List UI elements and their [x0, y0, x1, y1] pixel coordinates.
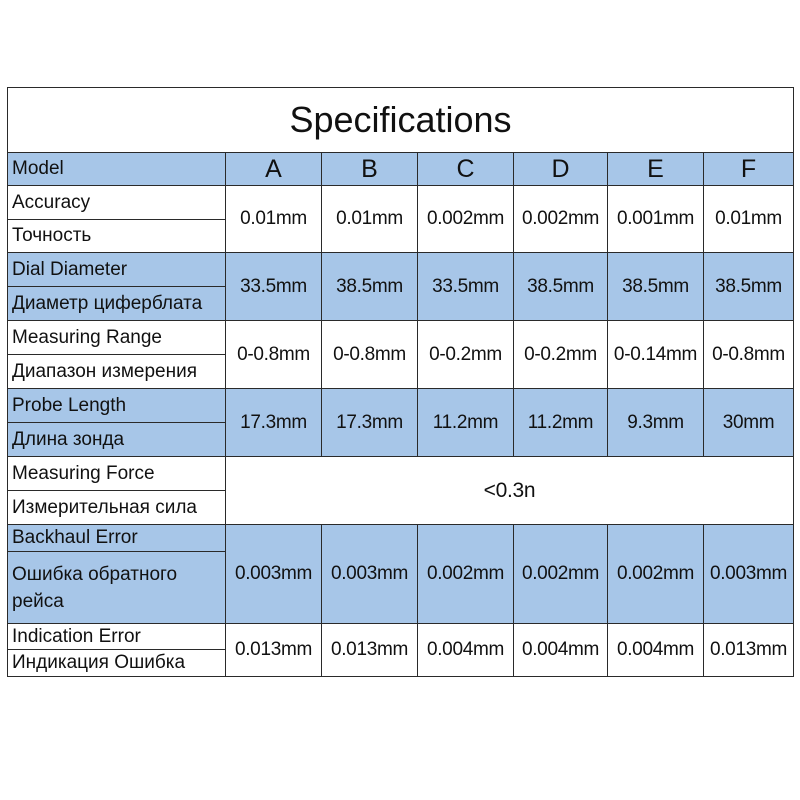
table-cell: 0.004mm — [608, 624, 704, 677]
row-label-en: Indication Error — [8, 624, 226, 650]
model-c-header: C — [418, 153, 514, 186]
table-cell: 0.01mm — [322, 186, 418, 253]
table-title: Specifications — [8, 88, 794, 153]
table-cell: 11.2mm — [514, 389, 608, 457]
table-cell: 38.5mm — [514, 253, 608, 321]
header-row — [8, 153, 794, 186]
specifications-table — [7, 87, 794, 677]
table-cell: 0.004mm — [514, 624, 608, 677]
row-label-en: Probe Length — [8, 389, 226, 423]
merged-value-cell: <0.3n — [226, 457, 794, 525]
table-cell: 9.3mm — [608, 389, 704, 457]
table-cell: 0.01mm — [704, 186, 794, 253]
table-cell: 0.013mm — [322, 624, 418, 677]
table-cell: 0.002mm — [514, 525, 608, 624]
table-cell: 33.5mm — [226, 253, 322, 321]
table-cell: 0-0.14mm — [608, 321, 704, 389]
table-cell: 0.01mm — [226, 186, 322, 253]
row-label-en: Accuracy — [8, 186, 226, 220]
row-label-ru: Диапазон измерения — [8, 355, 226, 389]
table-cell: 0.002mm — [608, 525, 704, 624]
table-cell: 0.002mm — [418, 186, 514, 253]
table-cell: 0.003mm — [704, 525, 794, 624]
table-row-measuring-force — [8, 457, 794, 491]
table-cell: 17.3mm — [322, 389, 418, 457]
table-cell: 0-0.8mm — [704, 321, 794, 389]
table-cell: 0.002mm — [418, 525, 514, 624]
model-f-header: F — [704, 153, 794, 186]
table-cell: 0.003mm — [322, 525, 418, 624]
table-cell: 0-0.2mm — [418, 321, 514, 389]
table-row-probe-length — [8, 389, 794, 423]
row-label-ru: Длина зонда — [8, 423, 226, 457]
table-row-indication-error — [8, 624, 794, 650]
row-label-ru: Индикация Ошибка — [8, 650, 226, 677]
table-cell: 30mm — [704, 389, 794, 457]
table-row-dial-diameter — [8, 253, 794, 287]
model-e-header: E — [608, 153, 704, 186]
table-row-accuracy — [8, 186, 794, 220]
table-cell: 11.2mm — [418, 389, 514, 457]
model-b-header: B — [322, 153, 418, 186]
row-label-en: Measuring Force — [8, 457, 226, 491]
table-cell: 0.004mm — [418, 624, 514, 677]
table-cell: 0-0.8mm — [322, 321, 418, 389]
table-row-backhaul-error — [8, 525, 794, 552]
row-label-en: Backhaul Error — [8, 525, 226, 552]
table-cell: 38.5mm — [608, 253, 704, 321]
row-label-ru: Ошибка обратного рейса — [8, 552, 226, 624]
model-header: Model — [8, 153, 226, 186]
table-cell: 38.5mm — [322, 253, 418, 321]
table-cell: 0.001mm — [608, 186, 704, 253]
row-label-en: Dial Diameter — [8, 253, 226, 287]
table-cell: 38.5mm — [704, 253, 794, 321]
table-cell: 0.013mm — [704, 624, 794, 677]
table-row-measuring-range — [8, 321, 794, 355]
row-label-ru: Диаметр циферблата — [8, 287, 226, 321]
row-label-ru: Измерительная сила — [8, 491, 226, 525]
table-cell: 33.5mm — [418, 253, 514, 321]
table-cell: 0-0.8mm — [226, 321, 322, 389]
table-cell: 17.3mm — [226, 389, 322, 457]
table-cell: 0.003mm — [226, 525, 322, 624]
model-d-header: D — [514, 153, 608, 186]
row-label-en: Measuring Range — [8, 321, 226, 355]
table-cell: 0.013mm — [226, 624, 322, 677]
model-a-header: A — [226, 153, 322, 186]
row-label-ru: Точность — [8, 220, 226, 253]
table-cell: 0-0.2mm — [514, 321, 608, 389]
table-cell: 0.002mm — [514, 186, 608, 253]
